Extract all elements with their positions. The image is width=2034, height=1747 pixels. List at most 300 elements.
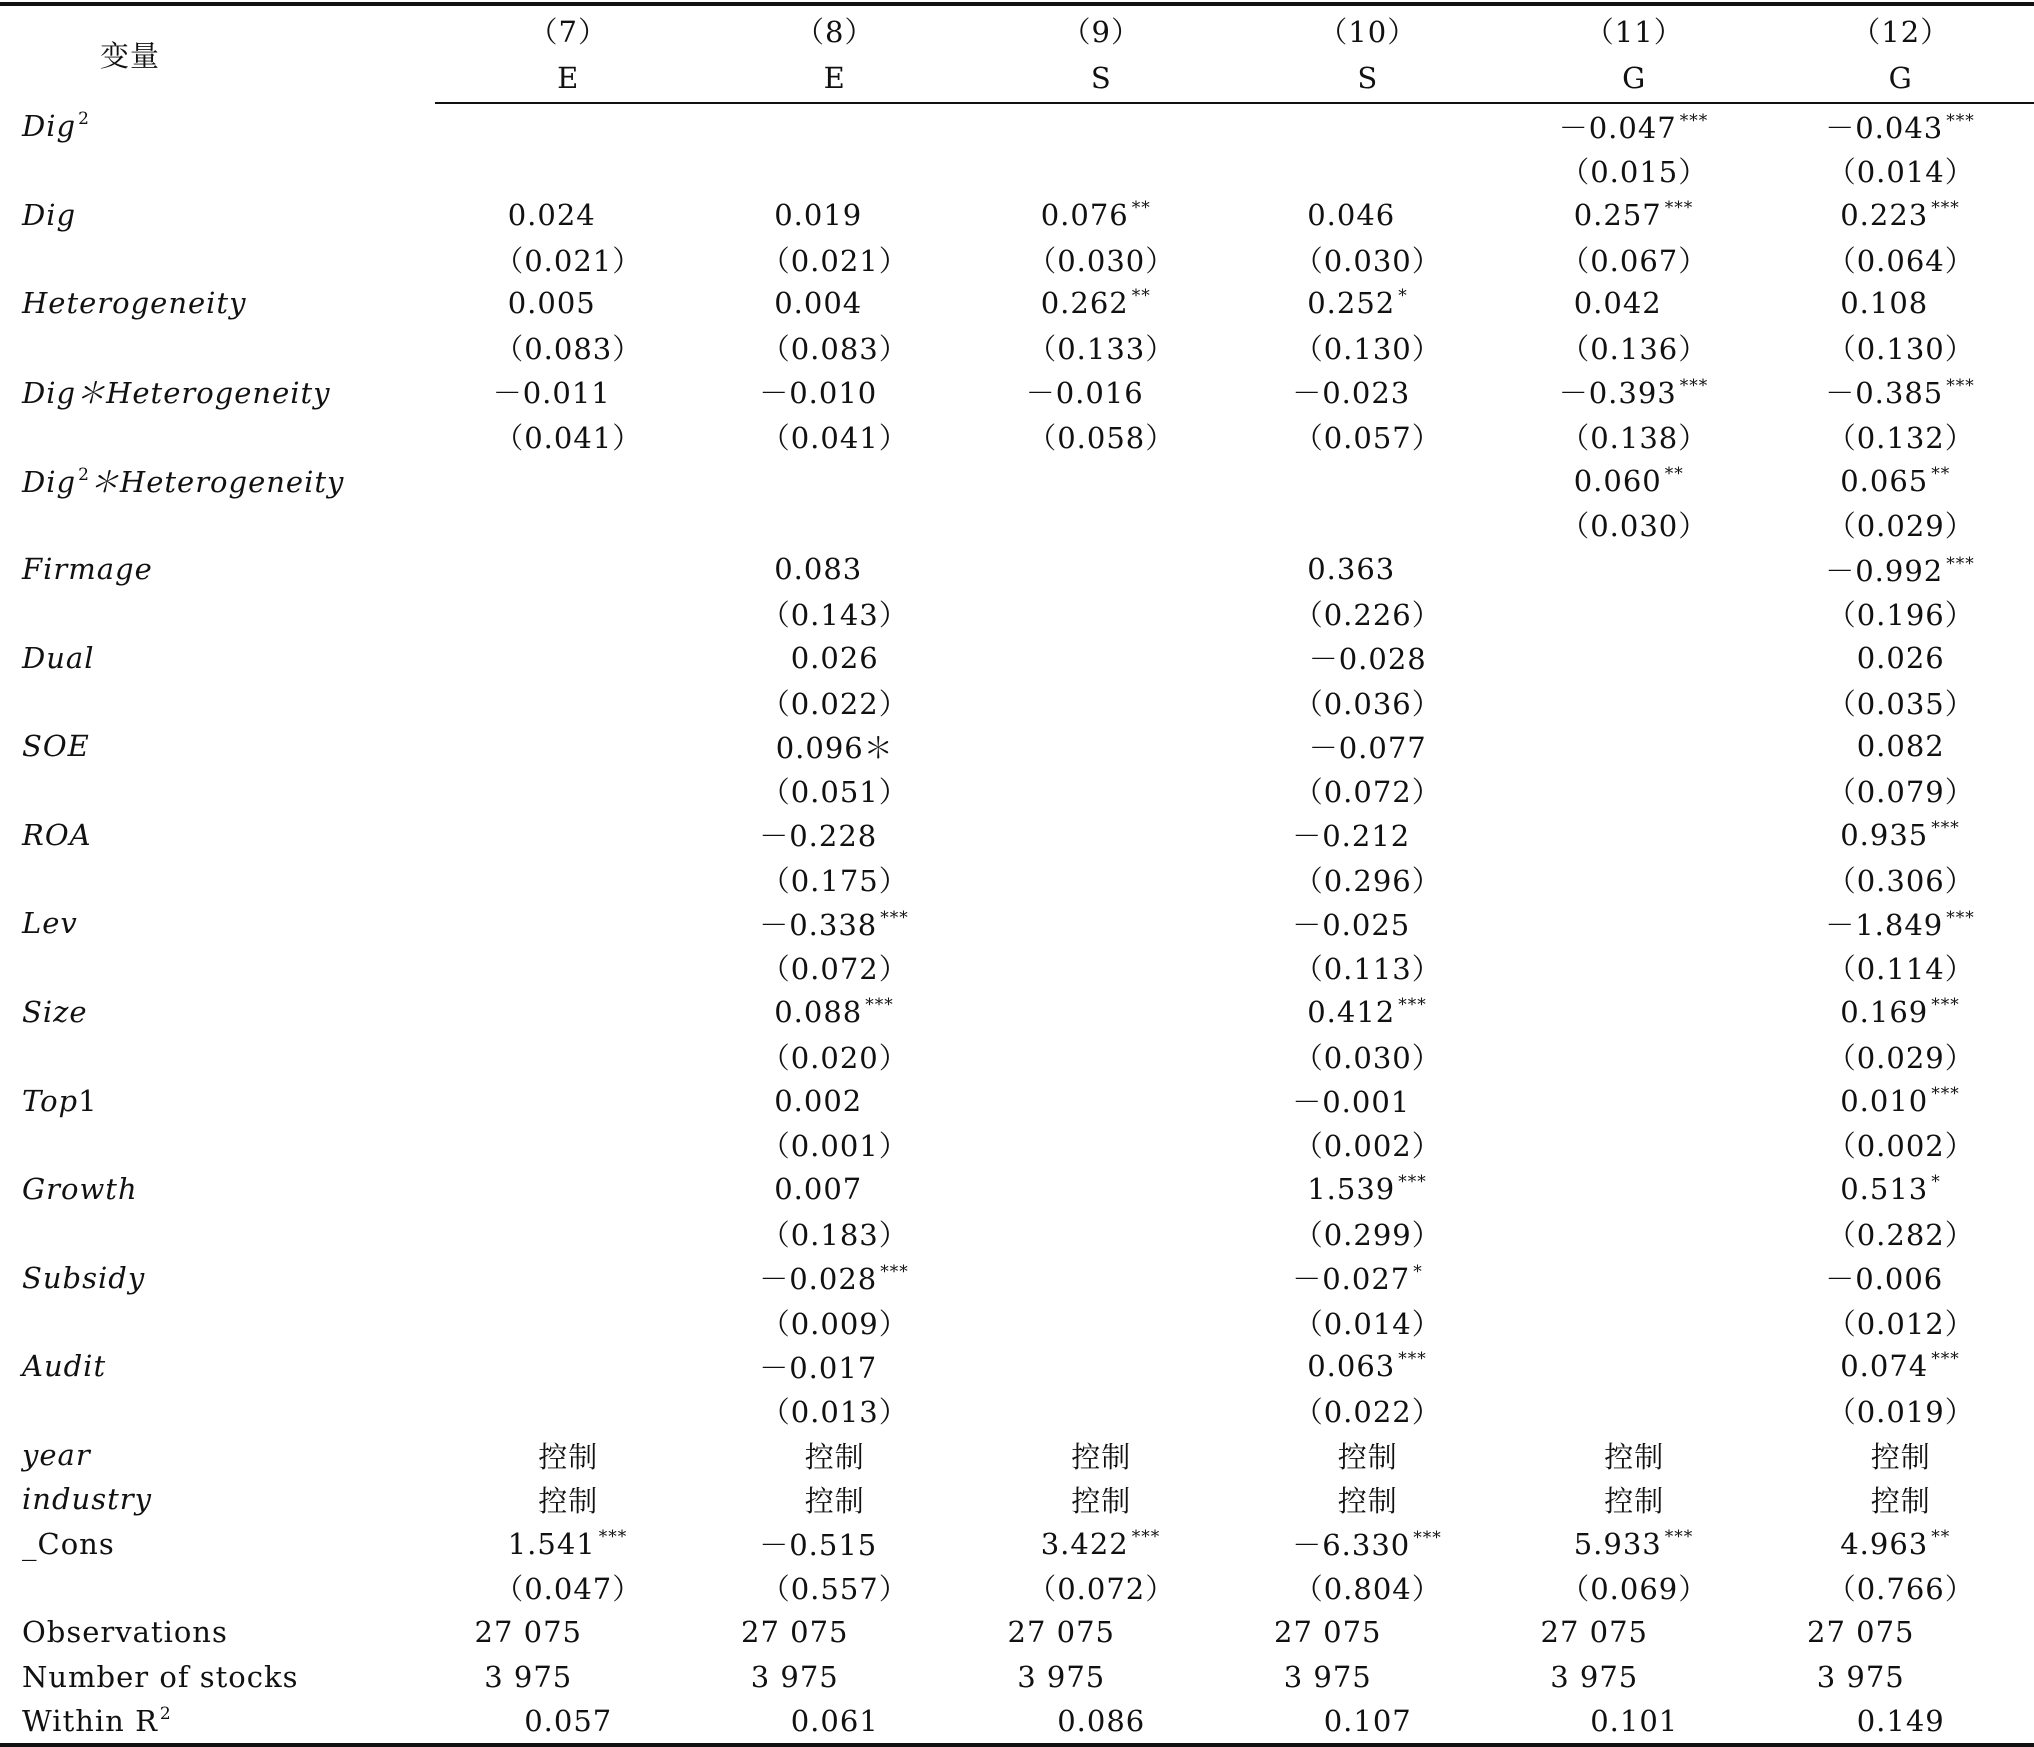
significance-stars: ** bbox=[1132, 286, 1162, 306]
table-cell bbox=[1768, 414, 2034, 458]
cell-value: －0.001 bbox=[1292, 1085, 1410, 1119]
table-row bbox=[0, 724, 2034, 768]
table-cell bbox=[435, 946, 702, 990]
table-cell bbox=[1768, 1389, 2034, 1433]
cell-value: （0.013） bbox=[761, 1395, 909, 1429]
regression-table bbox=[0, 2, 2034, 1747]
table-cell bbox=[1501, 1256, 1768, 1300]
table-cell bbox=[1768, 1211, 2034, 1255]
variable-label: Dual bbox=[22, 641, 95, 675]
significance-stars: *** bbox=[1398, 1349, 1428, 1369]
table-body bbox=[0, 103, 2034, 1745]
variable-label: Observations bbox=[22, 1615, 228, 1649]
table-cell bbox=[1501, 680, 1768, 724]
significance-stars: ** bbox=[1132, 198, 1162, 218]
significance-stars: *** bbox=[1413, 1528, 1443, 1548]
table-row bbox=[0, 1699, 2034, 1745]
table-cell bbox=[1768, 901, 2034, 945]
table-cell bbox=[1501, 1477, 1768, 1521]
table-cell bbox=[435, 680, 702, 724]
cell-value: 0.002 bbox=[774, 1084, 862, 1118]
cell-value: （0.002） bbox=[1827, 1129, 1975, 1163]
table-row bbox=[0, 1034, 2034, 1078]
table-cell bbox=[968, 990, 1235, 1034]
table-cell bbox=[702, 990, 969, 1034]
table-cell bbox=[1501, 281, 1768, 325]
table-cell bbox=[1768, 148, 2034, 192]
variable-name bbox=[0, 768, 435, 812]
table-cell bbox=[1501, 990, 1768, 1034]
table-cell bbox=[1501, 591, 1768, 635]
variable-name bbox=[0, 281, 435, 325]
table-row bbox=[0, 193, 2034, 237]
cell-value: 控制 bbox=[1871, 1440, 1931, 1474]
table-row bbox=[0, 458, 2034, 502]
table-cell bbox=[968, 1079, 1235, 1123]
variable-name bbox=[0, 458, 435, 502]
table-row bbox=[0, 680, 2034, 724]
table-cell bbox=[435, 1167, 702, 1211]
variable-name bbox=[0, 1123, 435, 1167]
table-cell bbox=[1235, 1654, 1502, 1698]
cell-value: －0.043 bbox=[1825, 111, 1943, 145]
variable-label: SOE bbox=[22, 729, 90, 763]
cell-value: －0.228 bbox=[759, 819, 877, 853]
variable-name bbox=[0, 990, 435, 1034]
table-cell bbox=[1235, 813, 1502, 857]
table-cell bbox=[1768, 591, 2034, 635]
table-cell bbox=[968, 857, 1235, 901]
table-cell bbox=[1235, 1123, 1502, 1167]
cell-value: －1.849 bbox=[1825, 908, 1943, 942]
table-cell bbox=[702, 103, 969, 148]
superscript: 2 bbox=[160, 1704, 172, 1724]
column-number: （7） bbox=[435, 4, 702, 54]
significance-stars: *** bbox=[1931, 198, 1961, 218]
variable-name bbox=[0, 1211, 435, 1255]
cell-value: 0.083 bbox=[774, 552, 862, 586]
table-cell bbox=[702, 547, 969, 591]
table-cell bbox=[1768, 768, 2034, 812]
cell-value: 控制 bbox=[1071, 1484, 1131, 1518]
cell-value: （0.083） bbox=[761, 332, 909, 366]
variable-label: ROA bbox=[22, 818, 92, 852]
table-cell bbox=[702, 370, 969, 414]
table-cell bbox=[968, 1522, 1235, 1566]
significance-stars: * bbox=[1931, 1172, 1961, 1192]
table-row bbox=[0, 237, 2034, 281]
table-cell bbox=[702, 414, 969, 458]
cell-value: （0.022） bbox=[761, 687, 909, 721]
table-cell bbox=[1768, 1566, 2034, 1610]
cell-value: 0.262 bbox=[1041, 286, 1129, 320]
table-cell bbox=[1235, 680, 1502, 724]
table-cell bbox=[1235, 1167, 1502, 1211]
table-cell bbox=[1235, 1079, 1502, 1123]
variable-name bbox=[0, 1256, 435, 1300]
cell-value: （0.021） bbox=[761, 244, 909, 278]
cell-value: 0.101 bbox=[1590, 1704, 1678, 1738]
variable-label: Dig＊Heterogeneity bbox=[22, 376, 331, 410]
table-cell bbox=[968, 680, 1235, 724]
table-cell bbox=[1768, 237, 2034, 281]
table-cell bbox=[1768, 1079, 2034, 1123]
significance-stars: ** bbox=[1931, 1527, 1961, 1547]
cell-value: （0.020） bbox=[761, 1041, 909, 1075]
table-cell bbox=[1768, 724, 2034, 768]
table-cell bbox=[1501, 1344, 1768, 1388]
cell-value: （0.113） bbox=[1294, 952, 1442, 986]
table-cell bbox=[702, 1079, 969, 1123]
table-cell bbox=[1768, 946, 2034, 990]
table-cell bbox=[1768, 503, 2034, 547]
table-cell bbox=[1768, 680, 2034, 724]
cell-value: 控制 bbox=[538, 1440, 598, 1474]
cell-value: 0.086 bbox=[1057, 1704, 1145, 1738]
table-cell bbox=[1768, 636, 2034, 680]
table-cell bbox=[1501, 636, 1768, 680]
table-cell bbox=[702, 193, 969, 237]
table-row bbox=[0, 325, 2034, 369]
table-cell bbox=[1501, 901, 1768, 945]
table-cell bbox=[1768, 1522, 2034, 1566]
table-cell bbox=[1501, 414, 1768, 458]
table-cell bbox=[1768, 325, 2034, 369]
variable-label: Lev bbox=[22, 906, 78, 940]
table-cell bbox=[435, 237, 702, 281]
table-cell bbox=[435, 990, 702, 1034]
table-row bbox=[0, 1433, 2034, 1477]
table-cell bbox=[702, 1610, 969, 1654]
table-cell bbox=[1768, 547, 2034, 591]
cell-value: 0.060 bbox=[1574, 464, 1662, 498]
cell-value: 0.257 bbox=[1574, 198, 1662, 232]
table-cell bbox=[435, 724, 702, 768]
cell-value: （0.047） bbox=[494, 1572, 642, 1606]
cell-value: 3 975 bbox=[1284, 1660, 1372, 1694]
table-cell bbox=[1235, 1699, 1502, 1745]
cell-value: （0.226） bbox=[1294, 598, 1442, 632]
cell-value: 0.935 bbox=[1840, 818, 1928, 852]
cell-value: 0.024 bbox=[508, 198, 596, 232]
table-row bbox=[0, 1610, 2034, 1654]
cell-value: 4.963 bbox=[1840, 1527, 1928, 1561]
cell-value: 0.107 bbox=[1324, 1704, 1412, 1738]
cell-value: 0.005 bbox=[508, 286, 596, 320]
cell-value: 0.042 bbox=[1574, 286, 1662, 320]
cell-value: 控制 bbox=[805, 1440, 865, 1474]
table-cell bbox=[1501, 370, 1768, 414]
table-cell bbox=[1235, 1610, 1502, 1654]
table-cell bbox=[968, 1300, 1235, 1344]
variable-name bbox=[0, 325, 435, 369]
cell-value: 0.004 bbox=[774, 286, 862, 320]
table-cell bbox=[1768, 1344, 2034, 1388]
table-cell bbox=[435, 857, 702, 901]
table-cell bbox=[1768, 1699, 2034, 1745]
cell-value: 3 975 bbox=[751, 1660, 839, 1694]
table-row bbox=[0, 503, 2034, 547]
cell-value: －0.006 bbox=[1825, 1262, 1943, 1296]
cell-value: （0.012） bbox=[1827, 1307, 1975, 1341]
table-cell bbox=[435, 813, 702, 857]
table-cell bbox=[702, 1123, 969, 1167]
cell-value: （0.029） bbox=[1827, 1041, 1975, 1075]
cell-value: （0.306） bbox=[1827, 864, 1975, 898]
column-number: （11） bbox=[1501, 4, 1768, 54]
table-row bbox=[0, 1123, 2034, 1167]
table-cell bbox=[702, 1344, 969, 1388]
variable-label: industry bbox=[22, 1482, 152, 1516]
cell-value: 0.057 bbox=[524, 1704, 612, 1738]
cell-value: （0.014） bbox=[1294, 1307, 1442, 1341]
table-cell bbox=[1235, 1522, 1502, 1566]
cell-value: 0.074 bbox=[1840, 1349, 1928, 1383]
variable-label: Size bbox=[22, 995, 88, 1029]
table-cell bbox=[1501, 193, 1768, 237]
variable-label: Growth bbox=[22, 1172, 138, 1206]
table-cell bbox=[1501, 458, 1768, 502]
table-cell bbox=[702, 901, 969, 945]
cell-value: －0.010 bbox=[759, 376, 877, 410]
table-cell bbox=[435, 1389, 702, 1433]
table-cell bbox=[1501, 1610, 1768, 1654]
dependent-variable: S bbox=[1235, 54, 1502, 103]
cell-value: 27 075 bbox=[475, 1615, 582, 1649]
table-cell bbox=[435, 1610, 702, 1654]
cell-value: 0.252 bbox=[1307, 286, 1395, 320]
table-cell bbox=[435, 1522, 702, 1566]
table-cell bbox=[968, 370, 1235, 414]
table-cell bbox=[1235, 1344, 1502, 1388]
significance-stars: *** bbox=[1946, 908, 1976, 928]
significance-stars: * bbox=[1398, 286, 1428, 306]
cell-value: －0.515 bbox=[759, 1528, 877, 1562]
cell-value: （0.015） bbox=[1560, 155, 1708, 189]
table-cell bbox=[968, 1123, 1235, 1167]
variable-name bbox=[0, 1300, 435, 1344]
variable-label: Top bbox=[22, 1084, 78, 1118]
cell-value: 0.149 bbox=[1857, 1704, 1945, 1738]
table-cell bbox=[702, 1034, 969, 1078]
variable-name bbox=[0, 370, 435, 414]
cell-value: （0.196） bbox=[1827, 598, 1975, 632]
significance-stars: *** bbox=[1931, 995, 1961, 1015]
cell-value: 0.026 bbox=[791, 641, 879, 675]
cell-value: 0.513 bbox=[1840, 1172, 1928, 1206]
cell-value: 0.082 bbox=[1857, 729, 1945, 763]
table-cell bbox=[1235, 1477, 1502, 1521]
variable-label: Heterogeneity bbox=[22, 286, 246, 320]
table-cell bbox=[968, 1344, 1235, 1388]
cell-value: （0.041） bbox=[761, 421, 909, 455]
cell-value: （0.030） bbox=[1027, 244, 1175, 278]
table-cell bbox=[702, 503, 969, 547]
cell-value: －0.028 bbox=[759, 1262, 877, 1296]
column-number: （8） bbox=[702, 4, 969, 54]
table-row bbox=[0, 148, 2034, 192]
variable-name bbox=[0, 636, 435, 680]
significance-stars: *** bbox=[880, 1262, 910, 1282]
table-cell bbox=[1501, 1167, 1768, 1211]
variable-name bbox=[0, 680, 435, 724]
cell-value: －0.077 bbox=[1309, 731, 1427, 765]
table-cell bbox=[1501, 813, 1768, 857]
table-row bbox=[0, 1167, 2034, 1211]
table-cell bbox=[1501, 237, 1768, 281]
table-cell bbox=[1235, 768, 1502, 812]
table-cell bbox=[435, 1256, 702, 1300]
table-cell bbox=[435, 1300, 702, 1344]
table-row bbox=[0, 1211, 2034, 1255]
table-cell bbox=[435, 591, 702, 635]
table-cell bbox=[435, 370, 702, 414]
table-cell bbox=[702, 857, 969, 901]
table-cell bbox=[1501, 1034, 1768, 1078]
table-cell bbox=[1235, 148, 1502, 192]
cell-value: （0.083） bbox=[494, 332, 642, 366]
table-cell bbox=[968, 103, 1235, 148]
table-row bbox=[0, 857, 2034, 901]
dependent-variable: E bbox=[435, 54, 702, 103]
table-cell bbox=[702, 724, 969, 768]
cell-value: 0.065 bbox=[1840, 464, 1928, 498]
table-cell bbox=[702, 1389, 969, 1433]
variable-label: Dig bbox=[22, 198, 76, 232]
cell-value: 27 075 bbox=[741, 1615, 848, 1649]
table-cell bbox=[1768, 1034, 2034, 1078]
table-cell bbox=[1235, 946, 1502, 990]
table-cell bbox=[435, 503, 702, 547]
table-cell bbox=[1501, 1654, 1768, 1698]
table-cell bbox=[1768, 281, 2034, 325]
table-cell bbox=[968, 1477, 1235, 1521]
table-cell bbox=[1235, 724, 1502, 768]
table-cell bbox=[435, 1079, 702, 1123]
table-cell bbox=[1501, 103, 1768, 148]
table-cell bbox=[702, 148, 969, 192]
table-cell bbox=[1501, 724, 1768, 768]
table-cell bbox=[968, 1654, 1235, 1698]
significance-stars: *** bbox=[1946, 111, 1976, 131]
table-cell bbox=[1501, 1300, 1768, 1344]
table-cell bbox=[968, 237, 1235, 281]
cell-value: 5.933 bbox=[1574, 1527, 1662, 1561]
cell-value: （0.002） bbox=[1294, 1129, 1442, 1163]
cell-value: （0.057） bbox=[1294, 421, 1442, 455]
cell-value: －0.385 bbox=[1825, 376, 1943, 410]
cell-value: 27 075 bbox=[1008, 1615, 1115, 1649]
cell-value: （0.143） bbox=[761, 598, 909, 632]
table-cell bbox=[968, 1389, 1235, 1433]
table-cell bbox=[1501, 503, 1768, 547]
cell-value: 27 075 bbox=[1541, 1615, 1648, 1649]
table-cell bbox=[968, 148, 1235, 192]
table-cell bbox=[1768, 1123, 2034, 1167]
cell-value: 0.046 bbox=[1307, 198, 1395, 232]
cell-value: 0.007 bbox=[774, 1172, 862, 1206]
cell-value: 3 975 bbox=[1017, 1660, 1105, 1694]
variable-label: Number of stocks bbox=[22, 1660, 298, 1694]
table-row bbox=[0, 414, 2034, 458]
cell-value: （0.072） bbox=[1027, 1572, 1175, 1606]
table-cell bbox=[435, 414, 702, 458]
table-cell bbox=[1501, 946, 1768, 990]
table-cell bbox=[968, 1699, 1235, 1745]
table-cell bbox=[1768, 1300, 2034, 1344]
table-cell bbox=[1501, 1699, 1768, 1745]
table-cell bbox=[1235, 547, 1502, 591]
table-cell bbox=[702, 946, 969, 990]
table-cell bbox=[702, 1211, 969, 1255]
cell-value: －0.047 bbox=[1559, 111, 1677, 145]
table-cell bbox=[968, 1566, 1235, 1610]
significance-stars: *** bbox=[599, 1527, 629, 1547]
cell-value: －0.016 bbox=[1026, 376, 1144, 410]
table-row bbox=[0, 1300, 2034, 1344]
significance-stars: *** bbox=[865, 995, 895, 1015]
table-cell bbox=[1235, 103, 1502, 148]
table-cell bbox=[435, 636, 702, 680]
table-cell bbox=[435, 1211, 702, 1255]
cell-value: －0.028 bbox=[1309, 642, 1427, 676]
table-cell bbox=[968, 547, 1235, 591]
table-row bbox=[0, 547, 2034, 591]
cell-value: 0.223 bbox=[1840, 198, 1928, 232]
significance-stars: *** bbox=[1946, 376, 1976, 396]
cell-value: （0.132） bbox=[1827, 421, 1975, 455]
variable-name bbox=[0, 103, 435, 148]
variable-name bbox=[0, 1522, 435, 1566]
table-cell bbox=[435, 281, 702, 325]
table-cell bbox=[968, 193, 1235, 237]
table-cell bbox=[435, 901, 702, 945]
table-row bbox=[0, 901, 2034, 945]
table-row bbox=[0, 1256, 2034, 1300]
table-cell bbox=[1235, 1300, 1502, 1344]
table-cell bbox=[1501, 1566, 1768, 1610]
table-row bbox=[0, 1654, 2034, 1698]
table-cell bbox=[1768, 1167, 2034, 1211]
cell-value: （0.079） bbox=[1827, 775, 1975, 809]
table-cell bbox=[1235, 193, 1502, 237]
significance-stars: *** bbox=[1946, 554, 1976, 574]
table-cell bbox=[1235, 503, 1502, 547]
table-cell bbox=[968, 768, 1235, 812]
table-cell bbox=[1501, 547, 1768, 591]
table-cell bbox=[435, 1654, 702, 1698]
table-cell bbox=[435, 547, 702, 591]
table-cell bbox=[1501, 325, 1768, 369]
cell-value: －0.212 bbox=[1292, 819, 1410, 853]
table-cell bbox=[1768, 1654, 2034, 1698]
variable-name bbox=[0, 1433, 435, 1477]
table-cell bbox=[968, 636, 1235, 680]
cell-value: （0.019） bbox=[1827, 1395, 1975, 1429]
table-cell bbox=[435, 148, 702, 192]
cell-value: （0.804） bbox=[1294, 1572, 1442, 1606]
table-cell bbox=[702, 1522, 969, 1566]
table-cell bbox=[1768, 857, 2034, 901]
variable-label: Dig bbox=[22, 465, 76, 499]
table-cell bbox=[702, 1256, 969, 1300]
table-cell bbox=[1235, 857, 1502, 901]
cell-value: （0.029） bbox=[1827, 509, 1975, 543]
cell-value: －0.023 bbox=[1292, 376, 1410, 410]
table-cell bbox=[1235, 1389, 1502, 1433]
variable-name bbox=[0, 857, 435, 901]
cell-value: 0.108 bbox=[1840, 286, 1928, 320]
